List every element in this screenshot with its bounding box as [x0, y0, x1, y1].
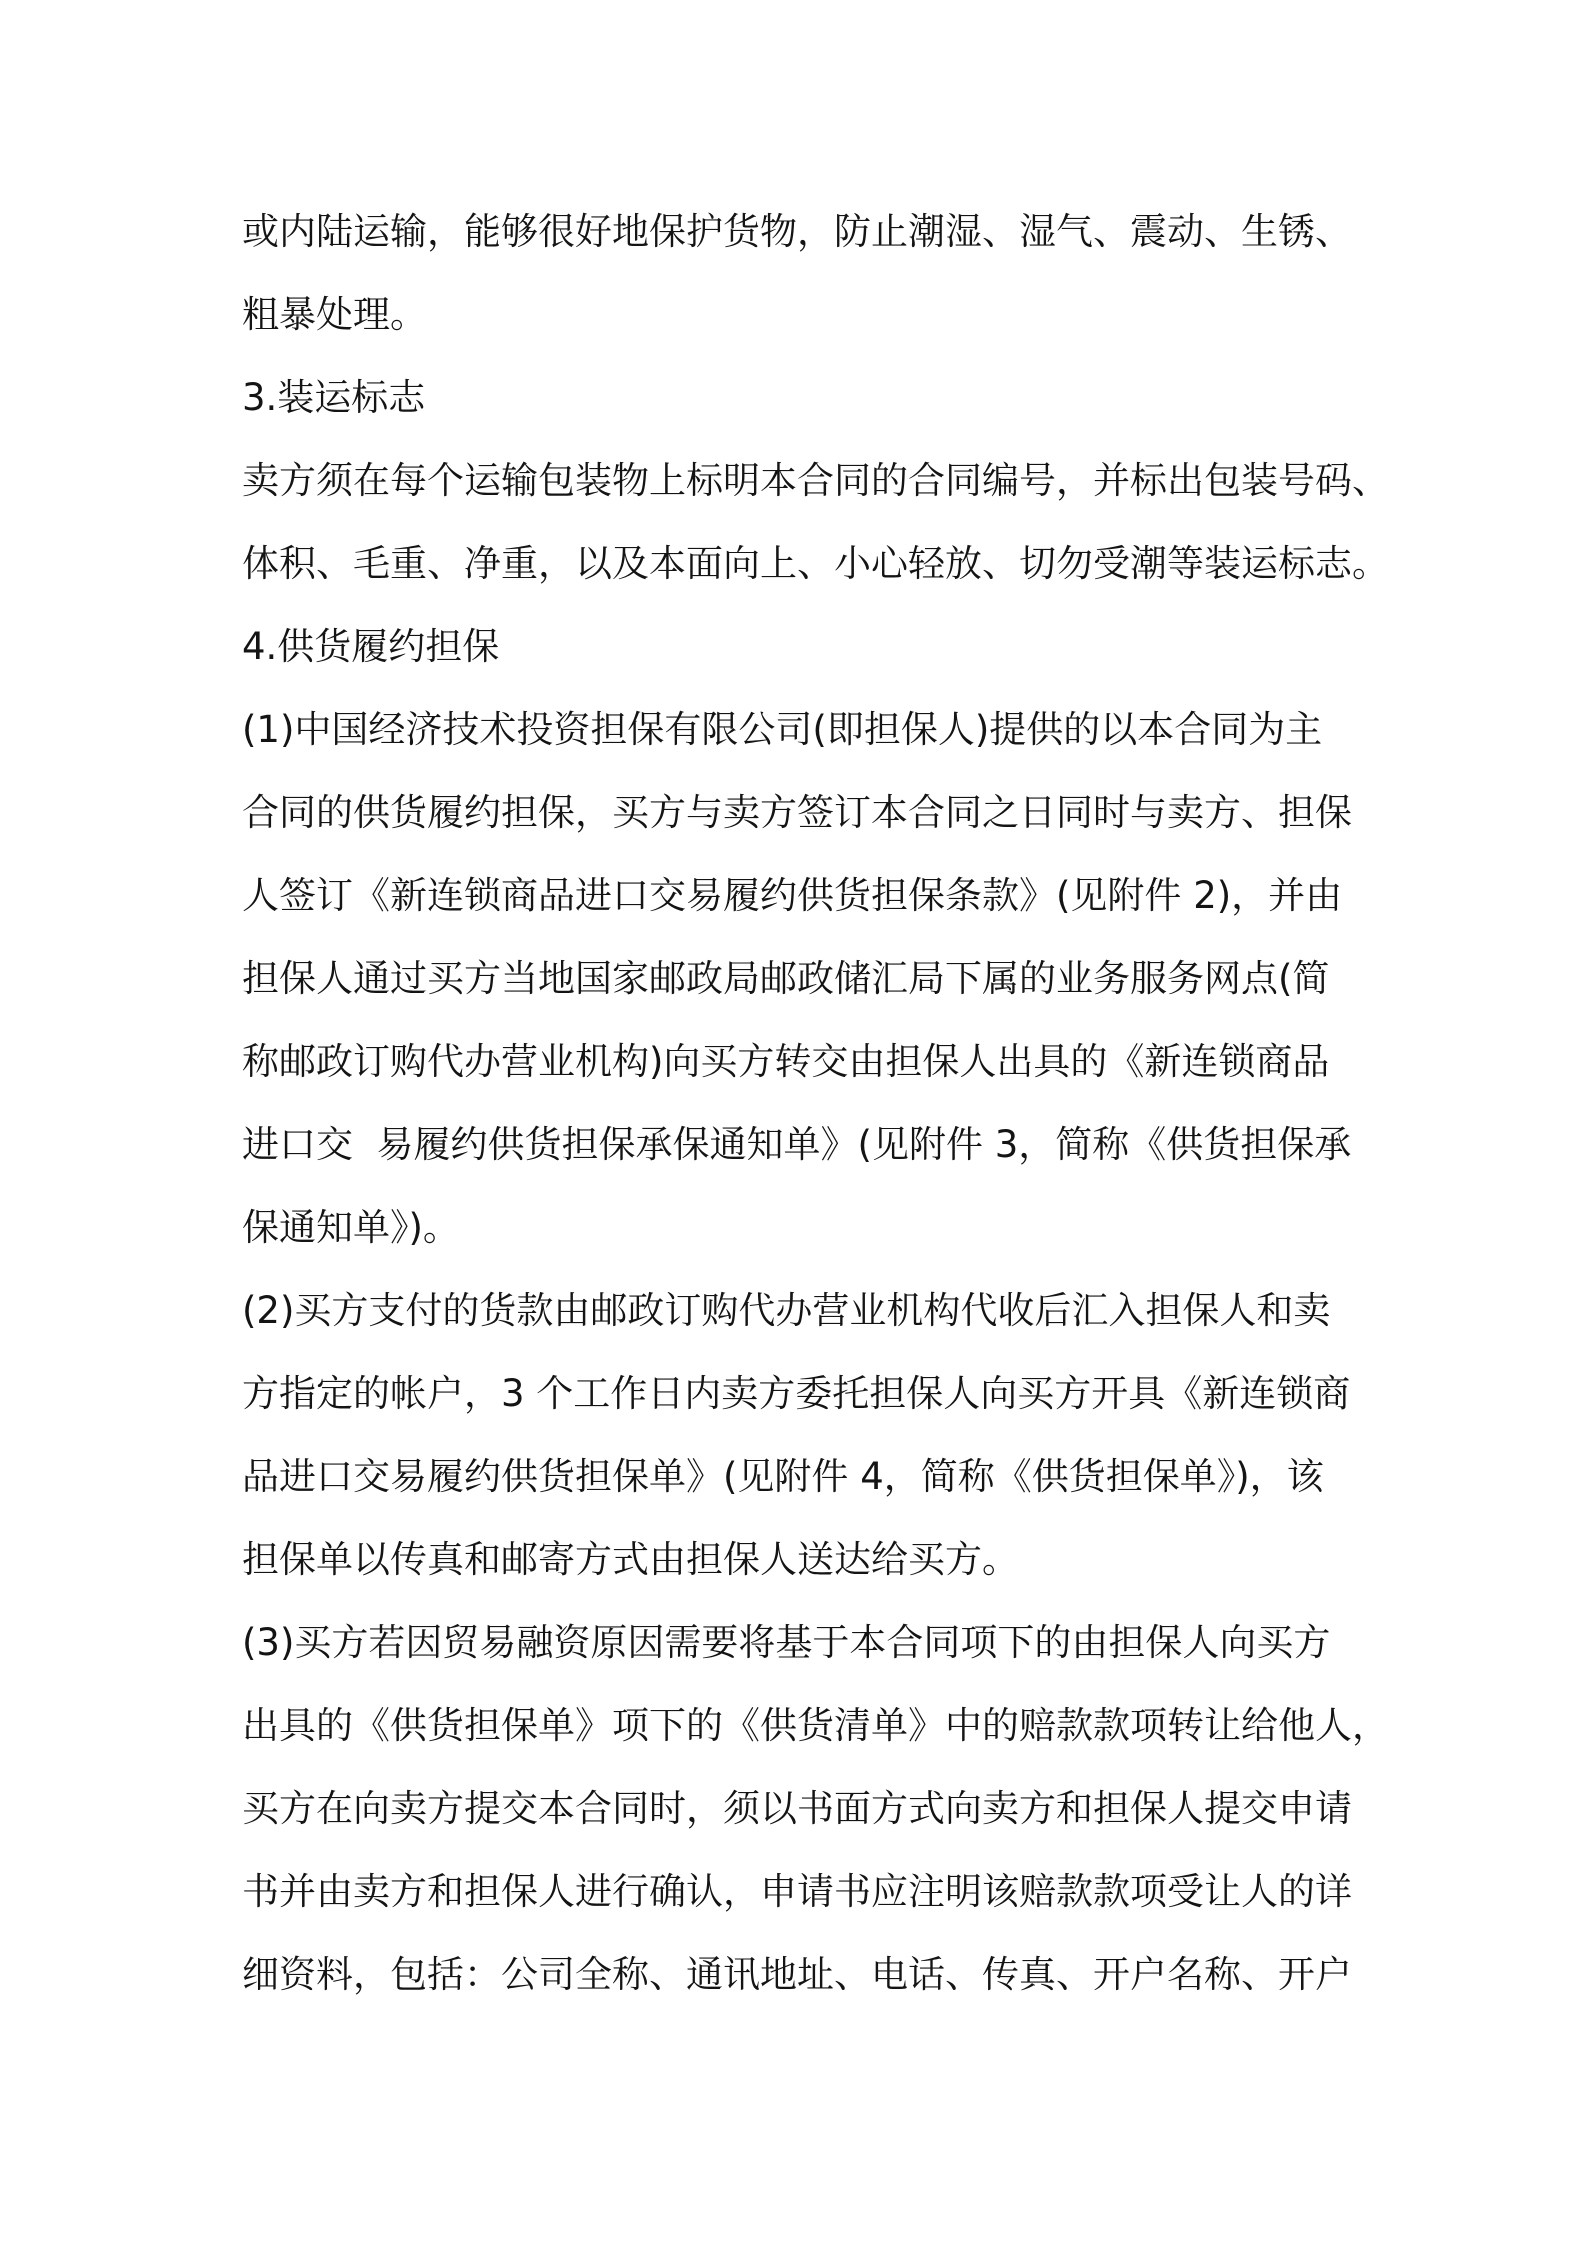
text-line: (1)中国经济技术投资担保有限公司(即担保人)提供的以本合同为主	[242, 708, 1323, 751]
text-line: 合同的供货履约担保，买方与卖方签订本合同之日同时与卖方、担保	[242, 791, 1352, 834]
section-heading: 4.供货履约担保	[242, 625, 500, 668]
text-line: 进口交 易履约供货担保承保通知单》(见附件 3，简称《供货担保承	[242, 1123, 1352, 1166]
text-line: 称邮政订购代办营业机构)向买方转交由担保人出具的《新连锁商品	[242, 1040, 1330, 1083]
section-heading: 3.装运标志	[242, 376, 426, 419]
text-line: 买方在向卖方提交本合同时，须以书面方式向卖方和担保人提交申请	[242, 1787, 1352, 1830]
text-line: 体积、毛重、净重，以及本面向上、小心轻放、切勿受潮等装运标志。	[242, 542, 1389, 585]
text-line: 出具的《供货担保单》项下的《供货清单》中的赔款款项转让给他人，	[242, 1704, 1389, 1747]
text-line: 方指定的帐户，3 个工作日内卖方委托担保人向买方开具《新连锁商	[242, 1372, 1351, 1415]
text-line: 品进口交易履约供货担保单》(见附件 4，简称《供货担保单》)，该	[242, 1455, 1324, 1498]
text-line: 细资料，包括：公司全称、通讯地址、电话、传真、开户名称、开户	[242, 1953, 1352, 1996]
text-line: 或内陆运输，能够很好地保护货物，防止潮湿、湿气、震动、生锈、	[242, 210, 1352, 253]
text-line: 保通知单》)。	[242, 1206, 460, 1249]
text-line: 卖方须在每个运输包装物上标明本合同的合同编号，并标出包装号码、	[242, 459, 1389, 502]
text-line: 担保单以传真和邮寄方式由担保人送达给买方。	[242, 1538, 1019, 1581]
text-line: 书并由卖方和担保人进行确认，申请书应注明该赔款款项受让人的详	[242, 1870, 1352, 1913]
document-body	[242, 190, 1389, 2016]
text-line: (2)买方支付的货款由邮政订购代办营业机构代收后汇入担保人和卖	[242, 1289, 1331, 1332]
text-line: 粗暴处理。	[242, 293, 427, 336]
text-line: 人签订《新连锁商品进口交易履约供货担保条款》(见附件 2)，并由	[242, 874, 1343, 917]
text-line: (3)买方若因贸易融资原因需要将基于本合同项下的由担保人向买方	[242, 1621, 1331, 1664]
text-line: 担保人通过买方当地国家邮政局邮政储汇局下属的业务服务网点(简	[242, 957, 1330, 1000]
